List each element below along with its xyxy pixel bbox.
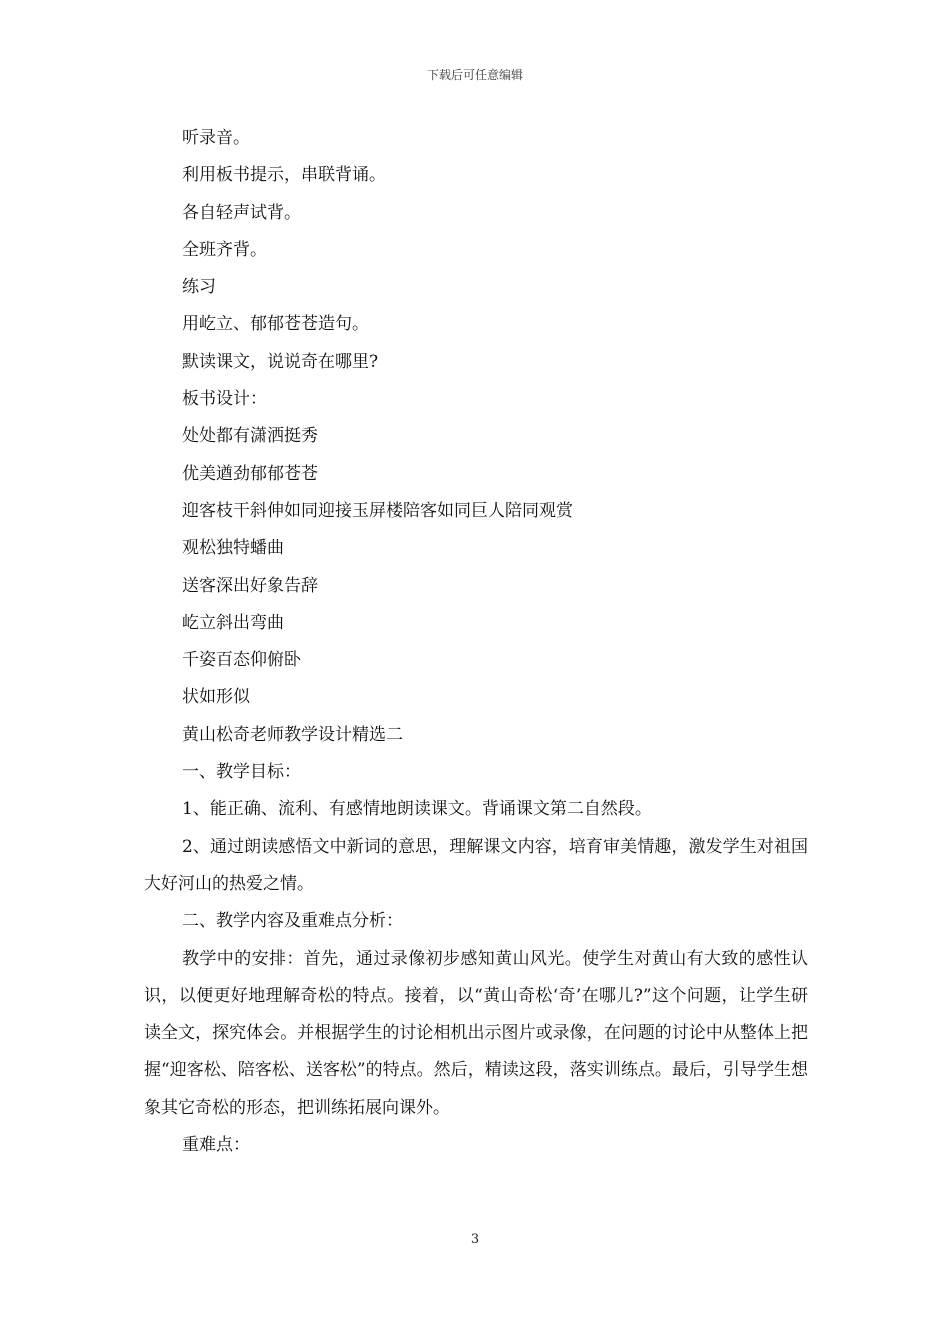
goal-item-2: 2、通过朗读感悟文中新词的意思，理解课文内容，培育审美情趣，激发学生对祖国大好河山的热爱之情。 bbox=[144, 836, 808, 894]
board-design-line: 状如形似 bbox=[182, 687, 250, 708]
board-design-line: 千姿百态仰俯卧 bbox=[182, 650, 301, 671]
board-design-line: 优美遒劲郁郁苍苍 bbox=[182, 463, 318, 484]
heading-teaching-content: 二、教学内容及重难点分析： bbox=[182, 911, 403, 932]
goal-item-1: 1、能正确、流利、有感情地朗读课文。背诵课文第二自然段。 bbox=[182, 799, 652, 820]
paragraph-arrangement: 教学中的安排：首先，通过录像初步感知黄山风光。使学生对黄山有大致的感性认识，以便更好地理解奇松的特点。接着，以“黄山奇松‘奇’在哪儿?”这个问题，让学生研读全文，探究体会。并根据学生的讨论相机出示图片或录像，在问题的讨论中从整体上把握“迎客松、陪客松、送客松”的特点。然后，精读这段，落实训练点。最后，引导学生想象其它奇松的形态，把训练拓展向课外。 bbox=[144, 948, 808, 1118]
heading-key-points: 重难点： bbox=[182, 1135, 250, 1156]
board-design-line: 屹立斜出弯曲 bbox=[182, 612, 284, 633]
board-design-line: 处处都有潇洒挺秀 bbox=[182, 426, 318, 447]
board-design-line: 观松独特蟠曲 bbox=[182, 538, 284, 559]
text-line: 各自轻声试背。 bbox=[182, 202, 301, 223]
section-title: 黄山松奇老师教学设计精选二 bbox=[182, 724, 403, 745]
board-design-line: 迎客枝干斜伸如同迎接玉屏楼陪客如同巨人陪同观赏 bbox=[182, 500, 573, 521]
text-line: 全班齐背。 bbox=[182, 239, 267, 260]
text-line: 听录音。 bbox=[182, 128, 250, 148]
board-design-line: 送客深出好象告辞 bbox=[182, 575, 318, 596]
text-line: 板书设计： bbox=[182, 389, 267, 410]
page-header: 下载后可任意编辑 bbox=[426, 68, 523, 82]
text-line: 利用板书提示，串联背诵。 bbox=[182, 165, 386, 186]
heading-teaching-goals: 一、教学目标： bbox=[182, 762, 301, 783]
document-body bbox=[144, 120, 808, 1164]
text-line: 练习 bbox=[182, 277, 216, 298]
text-line: 默读课文，说说奇在哪里? bbox=[182, 351, 379, 372]
text-line: 用屹立、郁郁苍苍造句。 bbox=[182, 314, 369, 335]
page-number: 3 bbox=[470, 1232, 480, 1247]
